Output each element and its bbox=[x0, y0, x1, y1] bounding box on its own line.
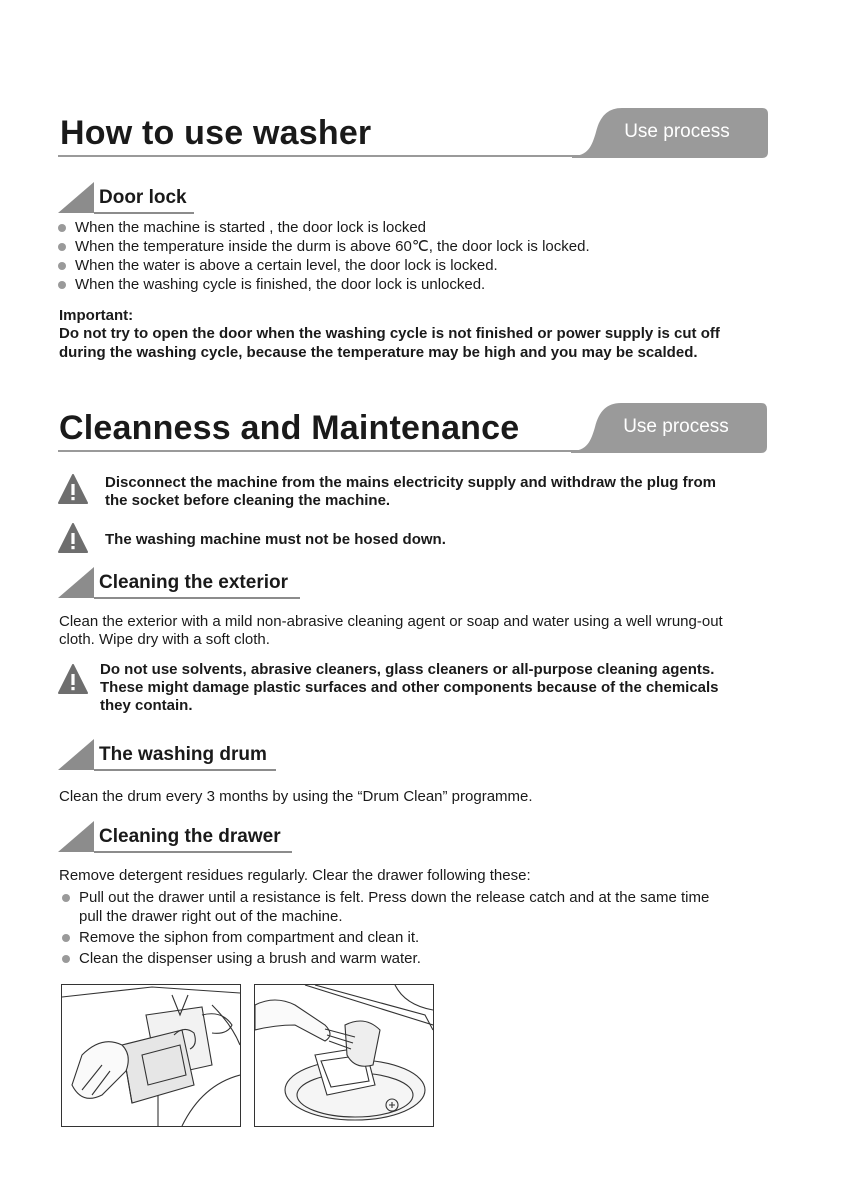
section-header-drawer bbox=[58, 821, 298, 853]
warning-text: These might damage plastic surfaces and other components because of the chemicals bbox=[100, 679, 719, 696]
section-tab bbox=[572, 108, 768, 158]
list-item bbox=[62, 949, 709, 968]
dispenser-cleaning-illustration bbox=[254, 984, 434, 1127]
important-label: Important: bbox=[59, 307, 134, 324]
list-item-text: Pull out the drawer until a resistance is felt. Press down the release catch and at the same time bbox=[79, 889, 710, 906]
triangle-marker-icon bbox=[58, 182, 100, 214]
page-title: How to use washer bbox=[60, 114, 372, 152]
section-heading: Door lock bbox=[99, 187, 187, 208]
warning-triangle-icon bbox=[58, 474, 88, 504]
list-item-text: Remove the siphon from compartment and clean it. bbox=[79, 929, 420, 946]
warning-text: they contain. bbox=[100, 697, 193, 714]
drawer-removal-illustration bbox=[61, 984, 241, 1127]
list-item: When the machine is started , the door lock is locked bbox=[58, 218, 590, 237]
section-heading-rule bbox=[94, 851, 292, 853]
warning-text: The washing machine must not be hosed down. bbox=[105, 531, 446, 548]
tab-label: Use process bbox=[624, 121, 730, 142]
warning-text: the socket before cleaning the machine. bbox=[105, 492, 391, 509]
list-item: When the temperature inside the durm is above 60℃, the door lock is locked. bbox=[58, 237, 590, 256]
list-item: When the washing cycle is finished, the door lock is unlocked. bbox=[58, 275, 590, 294]
section-heading: Cleaning the drawer bbox=[99, 826, 281, 847]
exterior-text: cloth. Wipe dry with a soft cloth. bbox=[59, 631, 270, 648]
door-lock-list bbox=[58, 218, 590, 294]
drawer-steps-list bbox=[62, 888, 709, 968]
exterior-text: Clean the exterior with a mild non-abrasive cleaning agent or soap and water using a well wrung-out bbox=[59, 613, 723, 630]
warning-triangle-icon bbox=[58, 523, 88, 553]
important-text: Do not try to open the door when the washing cycle is not finished or power supply is cut off bbox=[59, 325, 720, 342]
title-rule bbox=[58, 450, 586, 452]
section-heading: Cleaning the exterior bbox=[99, 572, 288, 593]
warning-text: Disconnect the machine from the mains electricity supply and withdraw the plug from bbox=[105, 474, 716, 491]
title-rule bbox=[58, 155, 588, 157]
list-item bbox=[62, 928, 709, 947]
section-heading: The washing drum bbox=[99, 744, 267, 765]
warning-triangle-icon bbox=[58, 664, 88, 694]
list-item-text: pull the drawer right out of the machine. bbox=[79, 908, 343, 925]
section-header-exterior bbox=[58, 567, 308, 599]
section-header-door-lock bbox=[58, 182, 198, 214]
section-tab bbox=[571, 403, 767, 453]
dispenser-cleaning-drawing bbox=[255, 985, 433, 1126]
tab-label: Use process bbox=[623, 416, 729, 437]
section-title: Cleanness and Maintenance bbox=[59, 409, 520, 447]
warning-text: Do not use solvents, abrasive cleaners, glass cleaners or all-purpose cleaning agents. bbox=[100, 661, 715, 678]
section-heading-rule bbox=[94, 597, 300, 599]
section-heading-rule bbox=[94, 212, 194, 214]
triangle-marker-icon bbox=[58, 567, 100, 599]
triangle-marker-icon bbox=[58, 739, 100, 771]
list-item bbox=[62, 888, 709, 926]
drawer-removal-drawing bbox=[62, 985, 240, 1126]
section-header-drum bbox=[58, 739, 288, 771]
drum-text: Clean the drum every 3 months by using the “Drum Clean” programme. bbox=[59, 788, 533, 805]
triangle-marker-icon bbox=[58, 821, 100, 853]
list-item: When the water is above a certain level, the door lock is locked. bbox=[58, 256, 590, 275]
drawer-intro: Remove detergent residues regularly. Clear the drawer following these: bbox=[59, 867, 531, 884]
important-text: during the washing cycle, because the temperature may be high and you may be scalded. bbox=[59, 344, 698, 361]
list-item-text: Clean the dispenser using a brush and warm water. bbox=[79, 950, 421, 967]
section-heading-rule bbox=[94, 769, 276, 771]
